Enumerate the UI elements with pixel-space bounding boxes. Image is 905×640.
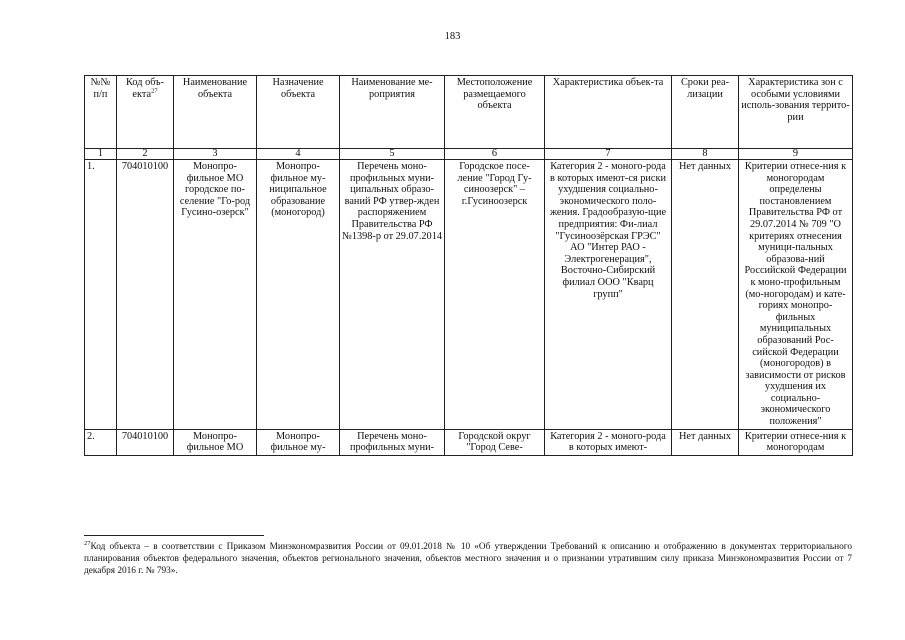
footnote-text: Код объекта – в соответствии с Приказом Минэкономразвития России от 09.01.2018 № 10 «Об утверждении Требований к описанию и отображению в документах территориального планирования объектов федерального значения, объектов регионального значения, объектов местного значения и о признании утратившим силу приказа Минэкономразвития России от 7 декабря 2016 г. № 793». <box>84 542 852 576</box>
header-name: Наименование объекта <box>174 76 257 149</box>
footnote-separator <box>84 535 264 536</box>
column-number-row <box>85 149 853 160</box>
row-event: Перечень моно-профильных муни- <box>340 429 445 455</box>
column-number: 9 <box>739 149 853 160</box>
column-number: 8 <box>672 149 739 160</box>
column-number: 5 <box>340 149 445 160</box>
row-characteristic: Категория 2 - моного-рода в которых имеют- <box>545 429 672 455</box>
header-purpose: Назначение объекта <box>257 76 340 149</box>
row-code: 704010100 <box>117 160 174 430</box>
table-row <box>85 429 853 455</box>
row-num: 1. <box>85 160 117 430</box>
header-event: Наименование ме-роприятия <box>340 76 445 149</box>
header-num: №№ п/п <box>85 76 117 149</box>
row-num: 2. <box>85 429 117 455</box>
header-row <box>85 76 853 149</box>
column-number: 2 <box>117 149 174 160</box>
row-name: Монопро-фильное МО <box>174 429 257 455</box>
row-terms: Нет данных <box>672 160 739 430</box>
header-code: Код объ-екта$^{27}$ <box>117 76 174 149</box>
column-number: 6 <box>445 149 545 160</box>
objects-table <box>84 75 853 456</box>
row-location: Городской округ "Город Севе- <box>445 429 545 455</box>
row-name: Монопро-фильное МО городское по-селение "Го-род Гусино-озерск" <box>174 160 257 430</box>
row-location: Городское посе-ление "Город Гу-синоозерск" – г.Гусиноозерск <box>445 160 545 430</box>
row-code: 704010100 <box>117 429 174 455</box>
header-characteristic: Характеристика объек-та <box>545 76 672 149</box>
row-zones: Критерии отнесе-ния к моногородам <box>739 429 853 455</box>
row-purpose: Монопро-фильное му-ниципальное образование (моногород) <box>257 160 340 430</box>
page-number: 183 <box>444 31 461 42</box>
footnote <box>84 541 852 577</box>
row-event: Перечень моно-профильных муни-ципальных образо-ваний РФ утвер-жден распоряжением Правительства РФ №1398-р от 29.07.2014 <box>340 160 445 430</box>
column-number: 7 <box>545 149 672 160</box>
row-zones: Критерии отнесе-ния к моногородам определены постановлением Правительства РФ от 29.07.2014 № 709 "О критериях отнесения муници-пальных образова-ний Российской Федерации к моно-профильным (мо-ногородам) и кате-гориях монопро-фильных муниципальных образований Рос-сийской Федерации (моногородов) в зависимости от рисков ухудшения их социально-экономического положения" <box>739 160 853 430</box>
header-zones: Характеристика зон с особыми условиями исполь-зования террито-рии <box>739 76 853 149</box>
column-number: 4 <box>257 149 340 160</box>
header-location: Местоположение размещаемого объекта <box>445 76 545 149</box>
row-purpose: Монопро-фильное му- <box>257 429 340 455</box>
row-terms: Нет данных <box>672 429 739 455</box>
header-terms: Сроки реа-лизации <box>672 76 739 149</box>
table-row <box>85 160 853 430</box>
column-number: 3 <box>174 149 257 160</box>
footnote-ref: 27 <box>151 87 158 95</box>
row-characteristic: Категория 2 - моного-рода в которых имеют-ся риски ухудшения социально-экономического поло-жения. Градообразую-щие предприятия: Фи-лиал "Гусиноозёрская ГРЭС" АО "Интер РАО - Электрогенерация", Восточно-Сибирский филиал ООО "Кварц групп" <box>545 160 672 430</box>
footnote-marker: 27 <box>84 539 91 547</box>
column-number: 1 <box>85 149 117 160</box>
